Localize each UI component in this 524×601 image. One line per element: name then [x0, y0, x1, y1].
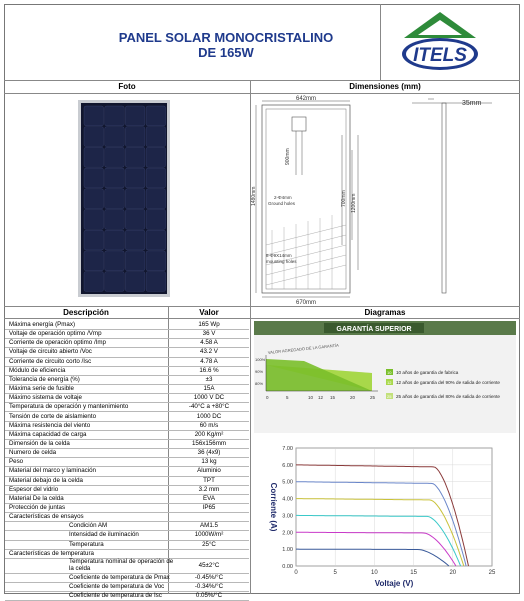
solar-cell	[125, 251, 144, 271]
spec-value: ±3	[205, 375, 213, 383]
ground-holes-label: Ground holes	[268, 201, 296, 206]
spec-value: AM1.5	[200, 522, 218, 530]
mounting-hole-spec: 8-Φ9X14mm	[266, 253, 292, 258]
spec-label: Coeficiente de temperatura de Voc	[69, 583, 165, 591]
spec-label: Temperatura	[69, 540, 104, 548]
y-tick-label: 4.00	[282, 496, 293, 503]
spec-label: Material debajo de la celda	[9, 476, 83, 484]
solar-cell	[125, 272, 144, 292]
warranty-curve-label: VALOR AGREGADO DE LA GARANTÍA	[267, 342, 339, 355]
solar-cell	[84, 272, 104, 292]
solar-cell	[146, 106, 166, 126]
warranty-x-0: 0	[266, 395, 269, 400]
spec-label: Numero de celda	[9, 449, 57, 457]
page-title	[96, 30, 356, 60]
solar-cell	[125, 168, 144, 188]
spec-value: 156x156mm	[191, 439, 227, 447]
chart-ylabel: Corriente (A)	[269, 482, 278, 532]
description-header: Descripción	[63, 308, 109, 317]
solar-cell	[146, 210, 166, 230]
spec-value: 200 Kg/m²	[194, 430, 224, 438]
spec-value: 1000W/m²	[194, 531, 224, 539]
y-tick-label: 0.00	[282, 564, 293, 570]
spec-value: 45±2°C	[198, 561, 220, 569]
solar-cell	[105, 251, 125, 271]
y-tick-label: 1.00	[282, 547, 293, 554]
spec-label: Módulo de eficiencia	[9, 366, 66, 374]
diagrams-header: Diagramas	[364, 308, 406, 317]
spec-label: Temperatura nominal de operación de la celda	[69, 557, 174, 572]
x-tick-label: 20	[449, 570, 457, 576]
spec-label: Máxima serie de fusible	[9, 385, 74, 393]
spec-value: 15A	[203, 385, 215, 393]
warranty-y-90: 90%	[255, 369, 264, 374]
solar-cell	[146, 272, 166, 292]
spec-value: -0.45%/°C	[194, 573, 224, 581]
spec-value: 165 Wp	[198, 321, 220, 328]
mounting-holes-label: mounting holes	[266, 259, 297, 264]
x-tick-label: 15	[410, 570, 417, 576]
x-tick-label: 5	[333, 570, 337, 576]
x-tick-label: 0	[294, 570, 298, 576]
solar-cell	[125, 210, 144, 230]
y-tick-label: 7.00	[282, 446, 293, 452]
spec-label: Características de temperatura	[9, 549, 94, 557]
solar-cell	[105, 147, 125, 167]
solar-cell	[125, 106, 144, 126]
spec-row	[5, 558, 249, 574]
spec-value: 3.2 mm	[198, 485, 220, 493]
spec-value: 13 kg	[201, 458, 217, 466]
legend-text-12: 12 años de garantía del 90% de salida de corriente	[396, 380, 500, 385]
legend-years-25: 25	[387, 394, 392, 399]
spec-value: TPT	[203, 476, 215, 484]
spec-label: Tensión de corte de aislamiento	[9, 412, 97, 420]
spec-label: Corriente de operación optimo /Imp	[9, 339, 106, 347]
spec-label: Material del marco y laminación	[9, 467, 97, 475]
spec-value: 4.58 A	[200, 339, 218, 347]
warranty-x-15: 15	[330, 395, 336, 400]
solar-cell	[84, 168, 104, 188]
warranty-title: GARANTÍA SUPERIOR	[336, 326, 412, 333]
spec-value: 0.05%/°C	[195, 592, 223, 600]
rule	[4, 80, 520, 81]
legend-years-12: 12	[387, 380, 392, 385]
chart-xlabel: Voltaje (V)	[374, 579, 414, 588]
spec-value: -0.34%/°C	[194, 583, 224, 591]
spec-value: 43.2 V	[200, 348, 218, 356]
ground-hole-spec: 2-Φ4mm	[274, 195, 292, 200]
spec-label: Voltaje de operación optimo /Vmp	[9, 330, 102, 338]
spec-label: Coeficiente de temperatura de Isc	[69, 592, 162, 600]
solar-panel-photo	[78, 100, 170, 297]
dim-depth: 35mm	[462, 100, 482, 107]
y-tick-label: 3.00	[282, 513, 293, 520]
col-divider	[250, 306, 251, 594]
itels-logo	[392, 8, 488, 78]
solar-cell	[125, 189, 144, 209]
spec-label: Espesor del vidrio	[9, 485, 59, 493]
spec-label: Voltaje de circuito abierto /Voc	[9, 348, 92, 356]
y-tick-label: 5.00	[282, 479, 293, 486]
solar-cell	[84, 106, 104, 126]
dim-700: 700mm	[341, 190, 347, 207]
warranty-x-20: 20	[350, 395, 356, 400]
legend-text-25: 25 años de garantía del 80% de salida de corriente	[396, 394, 500, 399]
legend-years-10: 10	[387, 370, 392, 375]
solar-cell	[105, 272, 125, 292]
dimensions-drawing	[252, 95, 518, 305]
spec-label: Temperatura de operación y mantenimiento	[9, 403, 129, 411]
solar-cell	[84, 251, 104, 271]
solar-cell	[146, 251, 166, 271]
dim-width-top: 642mm	[295, 96, 317, 102]
warranty-x-25: 25	[370, 395, 376, 400]
spec-label: Condición AM	[69, 522, 108, 530]
solar-cell	[84, 210, 104, 230]
warranty-x-10: 10	[308, 395, 314, 400]
dim-height-total: 1480mm	[251, 186, 257, 206]
spec-label: Peso	[9, 458, 24, 466]
solar-cell	[105, 230, 125, 250]
warranty-y-80: 80%	[255, 381, 264, 386]
spec-row	[5, 591, 249, 601]
solar-cell	[84, 230, 104, 250]
spec-label: Máximo sistema de voltaje	[9, 394, 82, 402]
spec-value: 16.6 %	[199, 366, 219, 374]
warranty-x-5: 5	[286, 395, 289, 400]
spec-value: -40°C a +80°C	[188, 403, 230, 411]
spec-label: Características de ensayos	[9, 513, 84, 521]
spec-label: Máxima energía (Pmax)	[9, 321, 76, 328]
spec-value: IP65	[202, 504, 216, 511]
spec-label: Protección de juntas	[9, 504, 66, 511]
solar-cell	[146, 189, 166, 209]
solar-cell	[84, 147, 104, 167]
rule	[4, 318, 520, 319]
spec-label: Máxima resistencia del viento	[9, 421, 91, 429]
solar-cell	[125, 230, 144, 250]
y-tick-label: 6.00	[282, 462, 293, 469]
warranty-y-100: 100%	[255, 357, 266, 362]
warranty-diagram	[254, 321, 516, 433]
warranty-x-12: 12	[318, 395, 324, 400]
iv-curve-chart	[262, 440, 506, 590]
legend-text-10: 10 años de garantía de fabrica	[396, 370, 459, 375]
spec-value: 1000 V DC	[193, 394, 225, 402]
solar-cell	[146, 127, 166, 147]
spec-label: Dimensión de la celda	[9, 439, 70, 447]
spec-value: 4.78 A	[200, 357, 218, 365]
value-header: Valor	[199, 308, 219, 317]
x-tick-label: 25	[488, 570, 496, 576]
spec-value: Aluminio	[197, 467, 221, 475]
rule	[4, 306, 520, 307]
header-divider	[380, 4, 381, 80]
dim-width-bottom: 670mm	[295, 300, 317, 306]
spec-value: 36 (4x9)	[197, 449, 221, 457]
spec-value: EVA	[203, 494, 215, 502]
solar-cell	[84, 189, 104, 209]
spec-label: Tolerancia de energía (%)	[9, 375, 80, 383]
title-line1: PANEL SOLAR MONOCRISTALINO	[118, 30, 334, 45]
spec-value: 25°C	[202, 540, 216, 548]
solar-cell	[105, 168, 125, 188]
photo-header: Foto	[118, 82, 136, 91]
spec-label: Intensidad de iluminación	[69, 531, 139, 539]
y-tick-label: 2.00	[282, 530, 293, 537]
solar-cell	[125, 127, 144, 147]
solar-cell	[146, 147, 166, 167]
title-line2: DE 165W	[198, 45, 254, 60]
spec-label: Coeficiente de temperatura de Pmax	[69, 573, 170, 581]
solar-cell	[146, 168, 166, 188]
solar-cell	[105, 210, 125, 230]
spec-label: Máxima capacidad de carga	[9, 430, 87, 438]
spec-value: 36 V	[202, 330, 216, 338]
dim-1200: 1200mm	[351, 193, 357, 213]
spec-label: Material De la celda	[9, 494, 64, 502]
solar-cell	[84, 127, 104, 147]
rule	[4, 93, 520, 94]
solar-cell	[105, 106, 125, 126]
solar-cell	[146, 230, 166, 250]
logo-text: ITELS	[413, 45, 467, 66]
spec-label: Corriente de circuito corto /Isc	[9, 357, 92, 365]
solar-cell	[125, 147, 144, 167]
solar-cell	[105, 189, 125, 209]
dimensions-header: Dimensiones (mm)	[349, 82, 421, 91]
x-tick-label: 10	[371, 570, 378, 576]
solar-cell	[105, 127, 125, 147]
dim-900: 900mm	[285, 148, 291, 165]
spec-value: 1000 DC	[196, 412, 222, 420]
spec-value: 60 m/s	[199, 421, 219, 429]
